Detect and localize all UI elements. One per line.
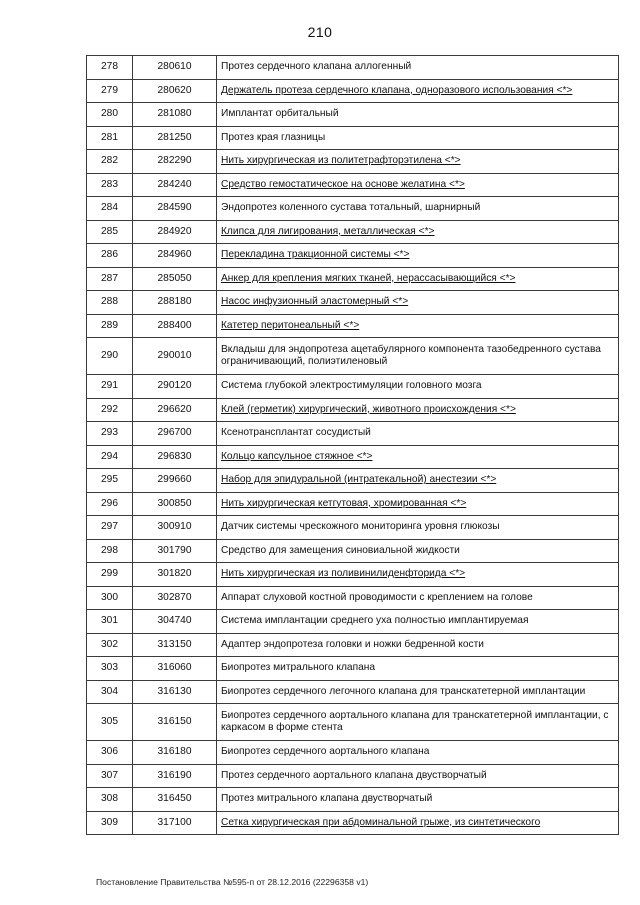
row-name-text: Биопротез сердечного аортального клапана [221,746,430,758]
row-number-cell: 279 [87,79,133,103]
row-code-cell: 317100 [133,811,217,835]
row-number-cell: 309 [87,811,133,835]
row-number-cell: 281 [87,126,133,150]
row-name-cell [217,267,619,291]
table-row [87,314,619,338]
row-code-cell: 296700 [133,422,217,446]
row-number-cell: 285 [87,220,133,244]
row-name-text: Ксенотрансплантат сосудистый [221,427,371,439]
row-name-cell [217,539,619,563]
row-name-cell [217,788,619,812]
table-row [87,79,619,103]
row-code-cell: 281080 [133,103,217,127]
row-name-cell [217,741,619,765]
table-row [87,764,619,788]
row-code-cell: 316180 [133,741,217,765]
row-name-text: Клипса для лигирования, металлическая <*> [221,225,435,237]
row-name-text: Система имплантации среднего уха полностью имплантируемая [221,615,529,627]
row-name-cell [217,704,619,741]
row-number-cell: 283 [87,173,133,197]
row-code-cell: 316150 [133,704,217,741]
row-number-cell: 298 [87,539,133,563]
row-code-cell: 284960 [133,244,217,268]
row-name-text: Анкер для крепления мягких тканей, нерассасывающийся <*> [221,272,516,284]
table-row [87,445,619,469]
row-code-cell: 280620 [133,79,217,103]
row-code-cell: 300850 [133,492,217,516]
row-number-cell: 293 [87,422,133,446]
row-name-text: Катетер перитонеальный <*> [221,319,360,331]
table-row [87,469,619,493]
row-code-cell: 304740 [133,610,217,634]
row-name-text: Эндопротез коленного сустава тотальный, шарнирный [221,202,481,214]
row-name-text: Держатель протеза сердечного клапана, одноразового использования <*> [221,84,573,96]
row-code-cell: 290010 [133,338,217,375]
row-name-text: Биопротез сердечного аортального клапана для транскатетерной имплантации, с каркасом в форме стента [221,710,609,733]
row-number-cell: 302 [87,633,133,657]
row-number-cell: 292 [87,398,133,422]
row-code-cell: 302870 [133,586,217,610]
row-name-text: Клей (герметик) хирургический, животного происхождения <*> [221,403,516,415]
row-code-cell: 316130 [133,680,217,704]
row-code-cell: 316060 [133,657,217,681]
row-name-text: Нить хирургическая из политетрафторэтилена <*> [221,155,461,167]
document-table [86,55,619,835]
table-row [87,657,619,681]
row-name-cell [217,338,619,375]
table-body [87,56,619,835]
row-name-cell [217,197,619,221]
row-code-cell: 281250 [133,126,217,150]
row-name-text: Биопротез митрального клапана [221,662,376,674]
row-number-cell: 296 [87,492,133,516]
row-name-cell [217,586,619,610]
row-name-cell [217,680,619,704]
table-row [87,492,619,516]
row-number-cell: 284 [87,197,133,221]
row-number-cell: 295 [87,469,133,493]
row-name-cell [217,492,619,516]
row-number-cell: 300 [87,586,133,610]
row-name-cell [217,445,619,469]
row-code-cell: 282290 [133,150,217,174]
table-row [87,704,619,741]
row-number-cell: 301 [87,610,133,634]
row-name-cell [217,79,619,103]
row-name-cell [217,244,619,268]
row-name-text: Вкладыш для эндопротеза ацетабулярного компонента тазобедренного сустава ограничивающий, полиэтиленовый [221,344,601,367]
row-name-text: Набор для эпидуральной (интратекальной) анестезии <*> [221,474,497,486]
row-name-cell [217,375,619,399]
row-name-cell [217,563,619,587]
row-code-cell: 313150 [133,633,217,657]
row-name-cell [217,398,619,422]
row-number-cell: 304 [87,680,133,704]
page-number: 210 [307,24,333,40]
row-name-text: Адаптер эндопротеза головки и ножки бедренной кости [221,638,484,650]
row-code-cell: 280610 [133,56,217,80]
row-number-cell: 291 [87,375,133,399]
row-number-cell: 288 [87,291,133,315]
row-number-cell: 305 [87,704,133,741]
table-row [87,610,619,634]
row-name-text: Сетка хирургическая при абдоминальной грыже, из синтетического [221,816,541,828]
row-number-cell: 278 [87,56,133,80]
table-row [87,539,619,563]
row-name-text: Протез края глазницы [221,131,326,143]
row-name-text: Протез сердечного аортального клапана двустворчатый [221,769,487,781]
table-row [87,680,619,704]
row-number-cell: 299 [87,563,133,587]
table-row [87,563,619,587]
row-code-cell: 284240 [133,173,217,197]
row-code-cell: 288400 [133,314,217,338]
row-name-cell [217,126,619,150]
table-row [87,422,619,446]
row-name-text: Протез сердечного клапана аллогенный [221,61,412,73]
row-code-cell: 299660 [133,469,217,493]
row-name-cell [217,173,619,197]
row-name-cell [217,291,619,315]
row-name-cell [217,314,619,338]
table-row [87,811,619,835]
row-name-text: Биопротез сердечного легочного клапана для транскатетерной имплантации [221,685,586,697]
row-name-cell [217,469,619,493]
row-name-cell [217,103,619,127]
row-code-cell: 316190 [133,764,217,788]
row-code-cell: 296620 [133,398,217,422]
row-name-text: Средство гемостатическое на основе желатина <*> [221,178,465,190]
row-name-text: Перекладина тракционной системы <*> [221,249,410,261]
row-name-cell [217,657,619,681]
row-code-cell: 316450 [133,788,217,812]
row-number-cell: 290 [87,338,133,375]
table-row [87,741,619,765]
row-number-cell: 297 [87,516,133,540]
row-number-cell: 289 [87,314,133,338]
table-row [87,267,619,291]
row-number-cell: 280 [87,103,133,127]
row-name-text: Протез митрального клапана двустворчатый [221,793,433,805]
row-name-cell [217,422,619,446]
row-name-cell [217,220,619,244]
row-code-cell: 290120 [133,375,217,399]
row-number-cell: 306 [87,741,133,765]
table-row [87,103,619,127]
table-row [87,244,619,268]
row-name-text: Нить хирургическая кетгутовая, хромированная <*> [221,497,467,509]
row-code-cell: 288180 [133,291,217,315]
table-row [87,788,619,812]
table-row [87,375,619,399]
table-row [87,150,619,174]
row-name-text: Система глубокой электростимуляции головного мозга [221,380,482,392]
row-name-cell [217,764,619,788]
row-code-cell: 284590 [133,197,217,221]
row-number-cell: 307 [87,764,133,788]
row-code-cell: 284920 [133,220,217,244]
row-name-cell [217,811,619,835]
table-row [87,398,619,422]
table-row [87,338,619,375]
table-row [87,291,619,315]
row-name-text: Средство для замещения синовиальной жидкости [221,544,460,556]
row-code-cell: 301820 [133,563,217,587]
row-code-cell: 296830 [133,445,217,469]
row-name-text: Нить хирургическая из поливинилиденфторида <*> [221,568,466,580]
table-row [87,633,619,657]
row-number-cell: 294 [87,445,133,469]
row-code-cell: 301790 [133,539,217,563]
row-number-cell: 287 [87,267,133,291]
row-code-cell: 300910 [133,516,217,540]
table-row [87,126,619,150]
table-row [87,56,619,80]
row-code-cell: 285050 [133,267,217,291]
table-row [87,586,619,610]
row-name-text: Кольцо капсульное стяжное <*> [221,450,373,462]
table-row [87,197,619,221]
row-number-cell: 282 [87,150,133,174]
row-name-cell [217,516,619,540]
row-name-text: Аппарат слуховой костной проводимости с креплением на голове [221,591,533,603]
row-number-cell: 303 [87,657,133,681]
row-name-text: Насос инфузионный эластомерный <*> [221,296,409,308]
row-number-cell: 308 [87,788,133,812]
row-name-cell [217,56,619,80]
table-row [87,173,619,197]
row-name-cell [217,633,619,657]
table-row [87,516,619,540]
table-row [87,220,619,244]
row-number-cell: 286 [87,244,133,268]
row-name-text: Датчик системы чрескожного мониторинга уровня глюкозы [221,521,500,533]
row-name-text: Имплантат орбитальный [221,108,339,120]
page-footer: Постановление Правительства №595-п от 28.12.2016 (22296358 v1) [96,877,369,887]
row-name-cell [217,150,619,174]
row-name-cell [217,610,619,634]
